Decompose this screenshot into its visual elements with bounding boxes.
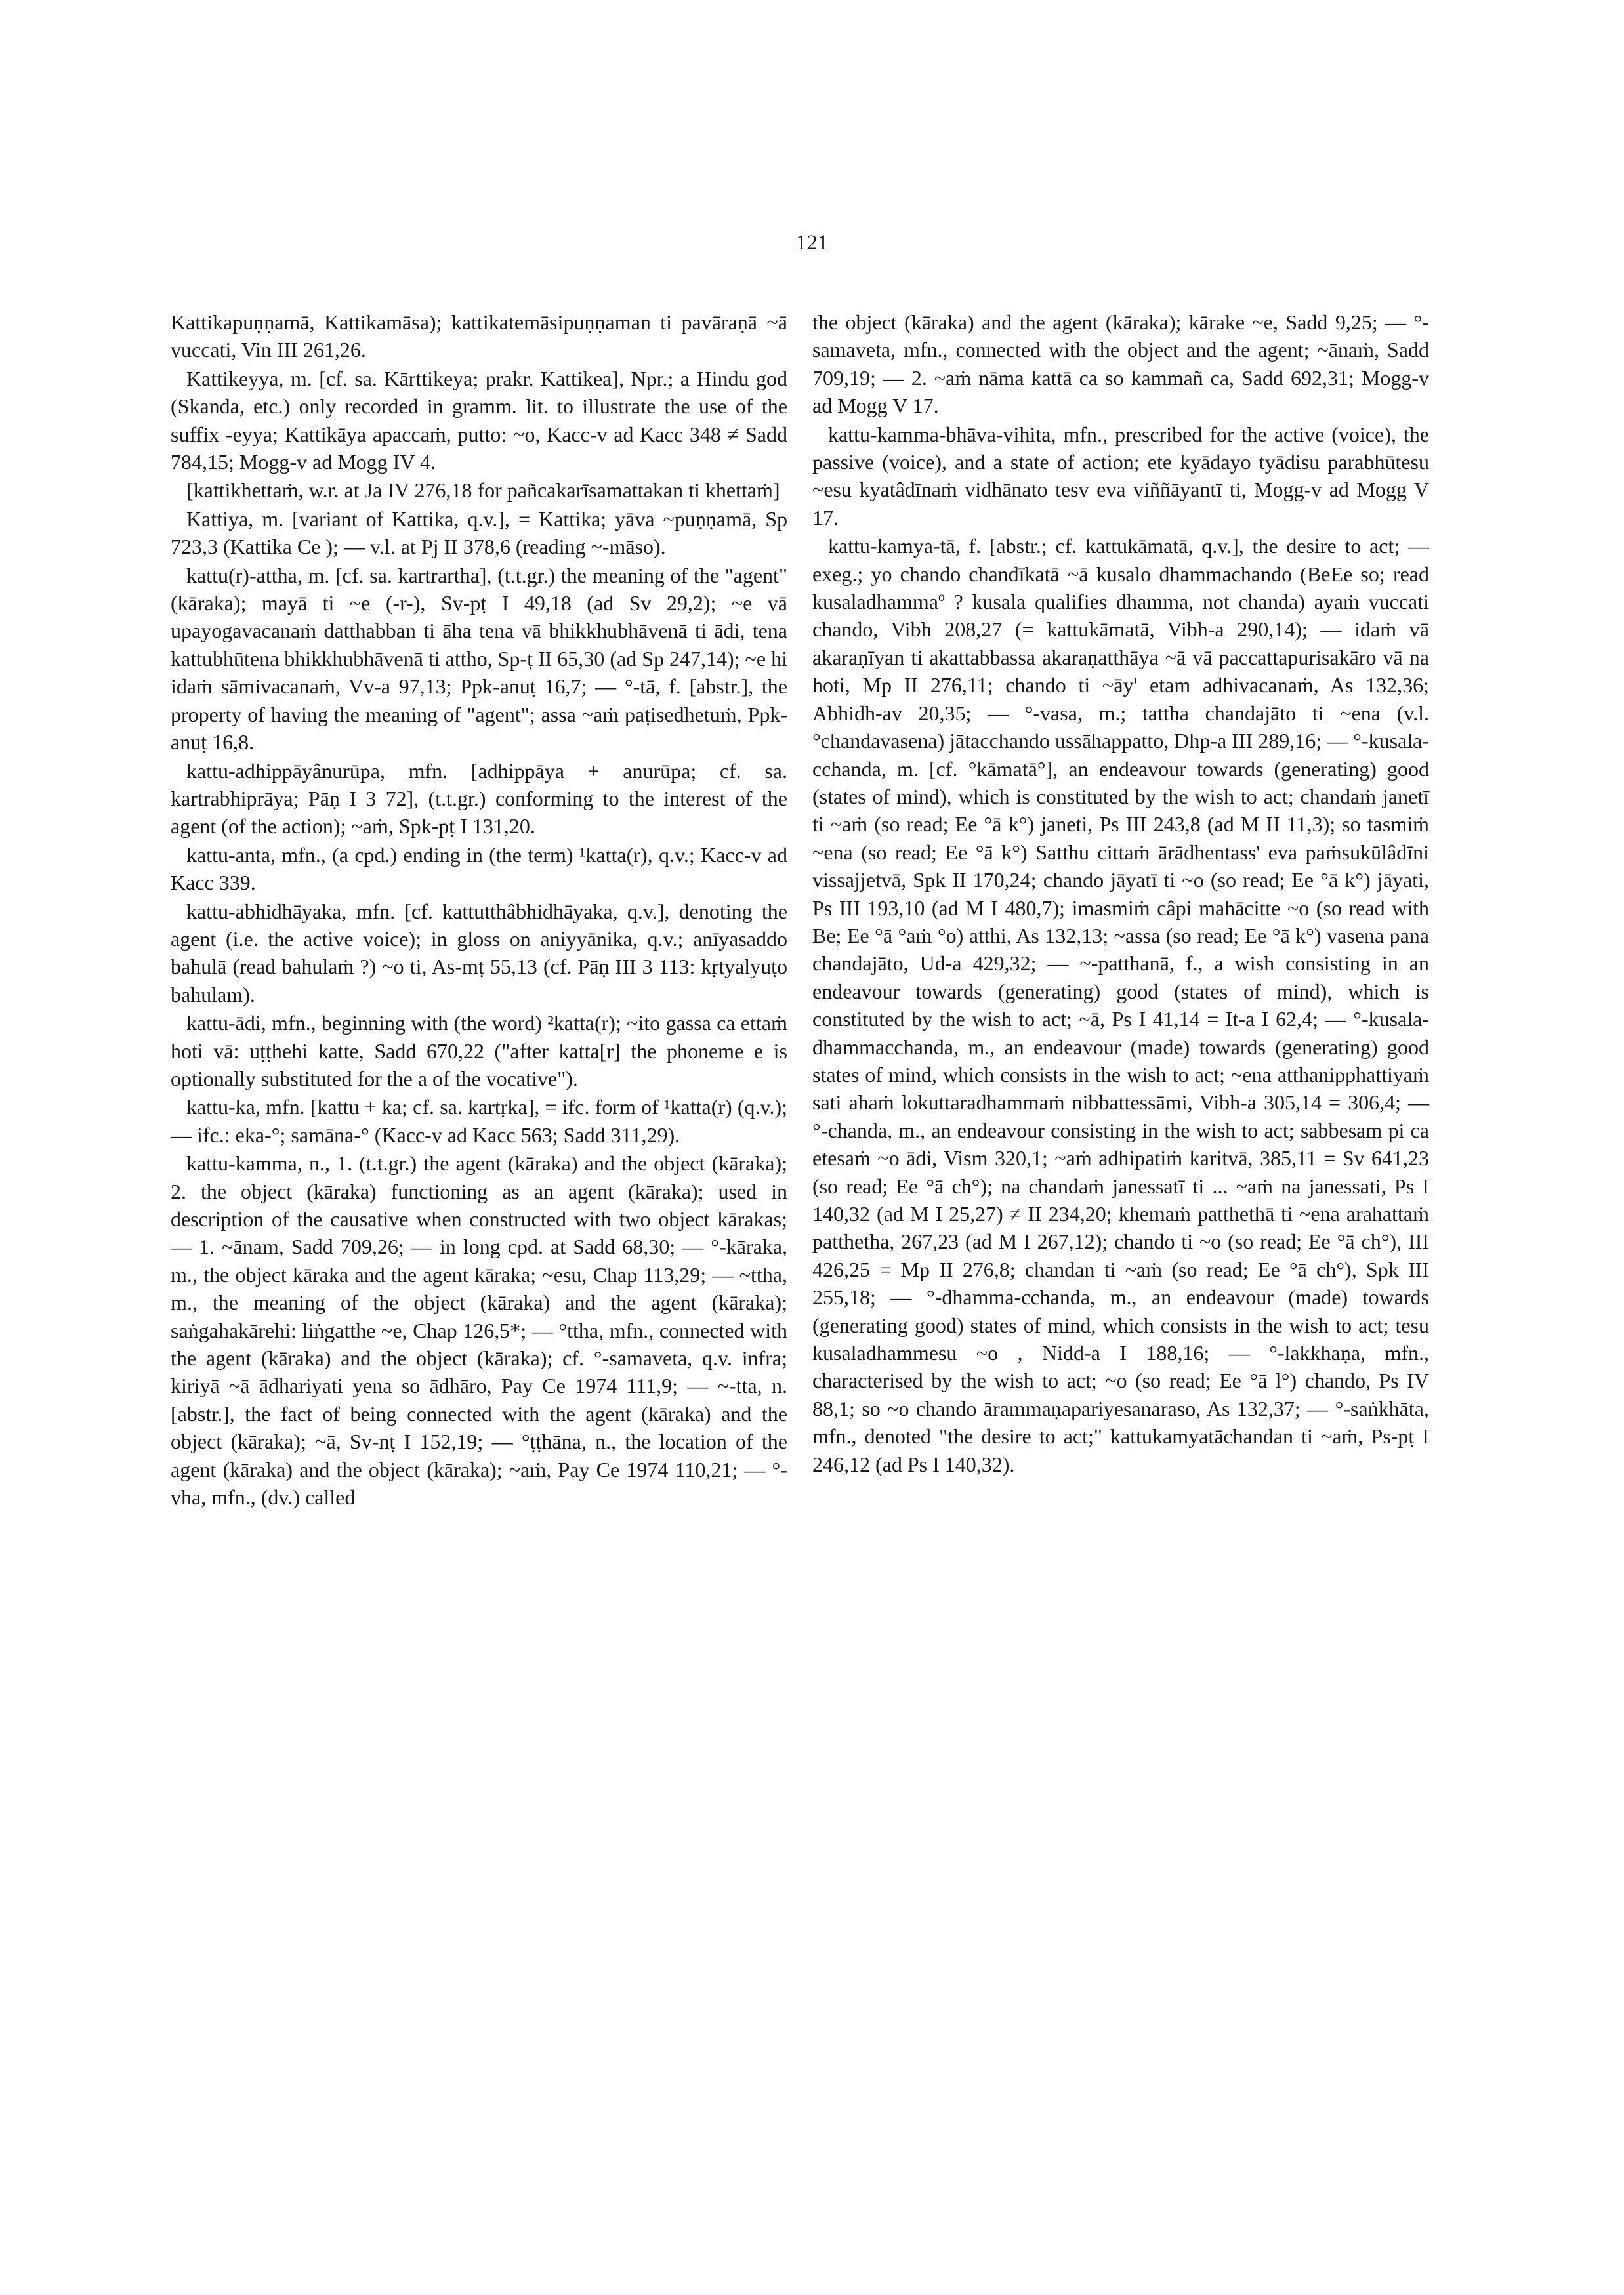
dictionary-entry: kattu-anta, mfn., (a cpd.) ending in (the term) ¹katta(r), q.v.; Kacc-v ad Kacc 339.: [171, 842, 787, 895]
left-column: [171, 308, 787, 1511]
dictionary-entry: kattu-kamma-bhāva-vihita, mfn., prescribed for the active (voice), the passive (voice), and a state of action; ete kyādayo tyādisu parabhūtesu ~esu kyatâdīnaṁ vidhānato tesv eva viññāyantī ti, Mogg-v ad Mogg V 17.: [812, 422, 1429, 529]
dictionary-entry: the object (kāraka) and the agent (kāraka); kārake ~e, Sadd 9,25; — °-samaveta, mfn., connected with the object and the agent; ~ānaṁ, Sadd 709,19; — 2. ~aṁ nāma kattā ca so kammañ ca, Sadd 692,31; Mogg-v ad Mogg V 17.: [812, 310, 1429, 418]
dictionary-entry: kattu-abhidhāyaka, mfn. [cf. kattutthâbhidhāyaka, q.v.], denoting the agent (i.e. the active voice); in gloss on aniyyānika, q.v.; anīyasaddo bahulā (read bahulaṁ ?) ~o ti, As-mṭ 55,13 (cf. Pāṇ III 3 113: kṛtyalyuṭo bahulam).: [171, 899, 787, 1006]
dictionary-entry: [kattikhettaṁ, w.r. at Ja IV 276,18 for pañcakarīsamattakan ti khettaṁ]: [186, 478, 780, 503]
page-number: 121: [795, 231, 829, 255]
dictionary-entry: kattu-kamya-tā, f. [abstr.; cf. kattukāmatā, q.v.], the desire to act; — exeg.; yo chando chandīkatā ~ā kusalo dhammachando (BeEe so; read kusaladhammaº ? kusala qualifies dhamma, not chanda) ayaṁ vuccati chando, Vibh 208,27 (= kattukāmatā, Vibh-a 290,14); — idaṁ vā akaraṇīyan ti akattabbassa akaraṇatthāya ~ā vā paccattapurisakāro vā na hoti, Mp II 276,11; chando ti ~āy' etam adhivacanaṁ, As 132,36; Abhidh-av 20,35; — °-vasa, m.; tattha chandajāto ti ~ena (v.l. °chandavasena) jātacchando ussāhappatto, Dhp-a III 289,16; — °-kusala-cchanda, m. [cf. °kāmatā°], an endeavour towards (generating) good (states of mind), which is constituted by the wish to act; chandaṁ janetī ti ~aṁ (so read; Ee °ā k°) janeti, Ps III 243,8 (ad M II 11,3); so tasmiṁ ~ena (so read; Ee °ā k°) Satthu cittaṁ ārādhentass' eva paṁsukūlâdīni vissajjetvā, Spk II 170,24; chando jāyatī ti ~o (so read; Ee °ā k°) jāyati, Ps III 193,10 (ad M I 480,7); imasmiṁ câpi mahācitte ~o (so read with Be; Ee °ā °aṁ °o) atthi, As 132,13; ~assa (so read; Ee °ā k°) vasena pana chandajāto, Ud-a 429,32; — ~-patthanā, f., a wish consisting in an endeavour towards (generating) good (states of mind), which is constituted by the wish to act; ~ā, Ps I 41,14 = It-a I 62,4; — °-kusala-dhammacchanda, m., an endeavour (made) towards (generating) good states of mind, which consists in the wish to act; ~ena atthanipphattiyaṁ sati ahaṁ lokuttaradhammaṁ nibbattessāmi, Vibh-a 305,14 = 306,4; — °-chanda, m., an endeavour consisting in the wish to act; sabbesam pi ca etesaṁ ~o ādi, Vism 320,1; ~aṁ adhipatiṁ karitvā, 385,11 = Sv 641,23 (so read; Ee °ā ch°); na chandaṁ janessatī ti ... ~aṁ na janessati, Ps I 140,32 (ad M I 25,27) ≠ II 234,20; khemaṁ patthethā ti ~ena arahattaṁ patthetha, 267,23 (ad M I 267,12); chando ti ~o (so read; Ee °ā ch°), III 426,25 = Mp II 276,8; chandan ti ~aṁ (so read; Ee °ā ch°), Spk III 255,18; — °-dhamma-cchanda, m., an endeavour (made) towards (generating good) states of mind, which consists in the wish to act; tesu kusaladhammesu ~o , Nidd-a I 188,16; — °-lakkhaṇa, mfn., characterised by the wish to act; ~o (so read; Ee °ā l°) chando, Ps IV 88,1; so ~o chando ārammaṇapariyesanaraso, As 132,37; — °-saṅkhāta, mfn., denoted "the desire to act;" kattukamyatāchandan ti ~aṁ, Ps-pṭ I 246,12 (ad Ps I 140,32).: [812, 534, 1429, 1476]
dictionary-entry: kattu-kamma, n., 1. (t.t.gr.) the agent (kāraka) and the object (kāraka); 2. the object (kāraka) functioning as an agent (kāraka); used in description of the causative when constructed with two object kārakas; — 1. ~ānam, Sadd 709,26; — in long cpd. at Sadd 68,30; — °-kāraka, m., the object kāraka and the agent kāraka; ~esu, Chap 113,29; — ~ttha, m., the meaning of the object (kāraka) and the agent (kāraka); saṅgahakārehi: liṅgatthe ~e, Chap 126,5*; — °ttha, mfn., connected with the agent (kāraka) and the object (kāraka); cf. °-samaveta, q.v. infra; kiriyā ~ā ādhariyati yena so ādhāro, Pay Ce 1974 111,9; — ~-tta, n. [abstr.], the fact of being connected with the agent (kāraka) and the object (kāraka); ~ā, Sv-nṭ I 152,19; — °ṭṭhāna, n., the location of the agent (kāraka) and the object (kāraka); ~aṁ, Pay Ce 1974 110,21; — °-vha, mfn., (dv.) called: [171, 1151, 787, 1510]
dictionary-entry: kattu-ādi, mfn., beginning with (the word) ²katta(r); ~ito gassa ca ettaṁ hoti vā: uṭṭhehi katte, Sadd 670,22 ("after katta[r] the phoneme e is optionally substituted for the a of the vocative").: [171, 1011, 787, 1090]
dictionary-entry: kattu-adhippāyânurūpa, mfn. [adhippāya + anurūpa; cf. sa. kartrabhiprāya; Pāṇ I 3 72], (t.t.gr.) conforming to the interest of the agent (of the action); ~aṁ, Spk-pṭ I 131,20.: [171, 758, 787, 838]
dictionary-entry: kattu-ka, mfn. [kattu + ka; cf. sa. kartṛka], = ifc. form of ¹katta(r) (q.v.); — ifc.: eka-°; samāna-° (Kacc-v ad Kacc 563; Sadd 311,29).: [171, 1095, 787, 1147]
dictionary-entry: kattu(r)-attha, m. [cf. sa. kartrartha], (t.t.gr.) the meaning of the "agent" (kāraka); mayā ti ~e (-r-), Sv-pṭ I 49,18 (ad Sv 29,2); ~e vā upayogavacanaṁ datthabban ti āha tena vā bhikkhubhāvenā ti ādi, tena kattubhūtena bhikkhubhāvenā ti attho, Sp-ṭ II 65,30 (ad Sp 247,14); ~e hi idaṁ sāmivacanaṁ, Vv-a 97,13; Ppk-anuṭ 16,7; — °-tā, f. [abstr.], the property of having the meaning of "agent"; assa ~aṁ paṭisedhetuṁ, Ppk-anuṭ 16,8.: [171, 563, 787, 755]
right-column: [812, 308, 1429, 1478]
dictionary-entry: Kattiya, m. [variant of Kattika, q.v.], = Kattika; yāva ~puṇṇamā, Sp 723,3 (Kattika Ce ); — v.l. at Pj II 378,6 (reading ~-māso).: [171, 507, 787, 559]
dictionary-entry: Kattikeyya, m. [cf. sa. Kārttikeya; prakr. Kattikea], Npr.; a Hindu god (Skanda, etc.) only recorded in gramm. lit. to illustrate the use of the suffix -eyya; Kattikāya apaccaṁ, putto: ~o, Kacc-v ad Kacc 348 ≠ Sadd 784,15; Mogg-v ad Mogg IV 4.: [171, 366, 787, 474]
dictionary-entry: Kattikapuṇṇamā, Kattikamāsa); kattikatemāsipuṇṇaman ti pavāraṇā ~ā vuccati, Vin III 261,26.: [171, 310, 787, 362]
